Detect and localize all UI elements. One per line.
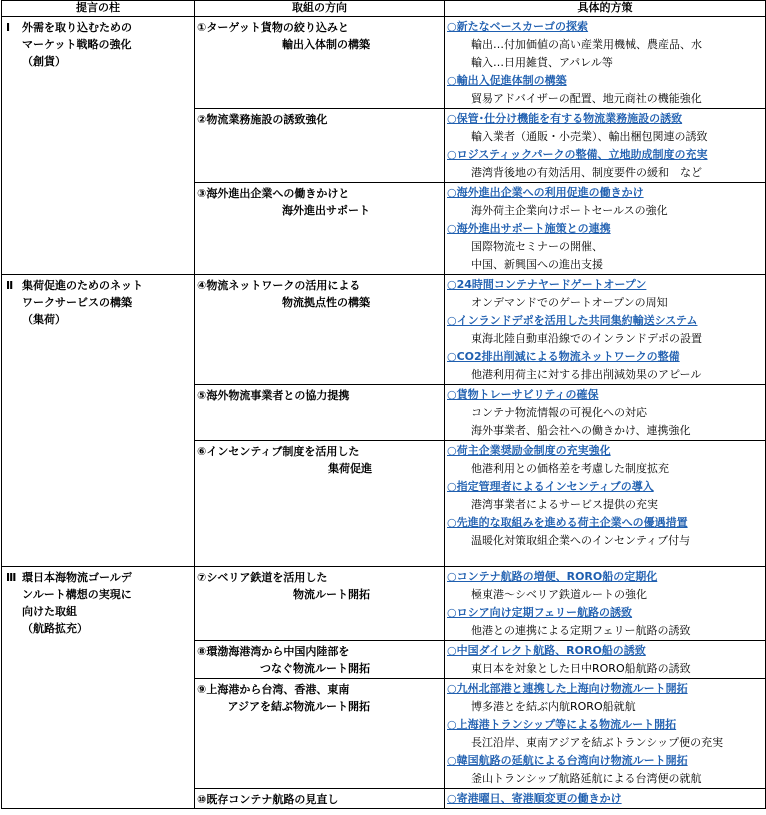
pillar-line: ンルート構想の実現に: [22, 588, 132, 601]
measure-cell: [445, 641, 766, 679]
measure-detail: 東日本を対象とした日中RORO船航路の誘致: [471, 662, 691, 675]
pillar-line: （集荷）: [22, 313, 66, 326]
pillar-line: （創貨）: [22, 55, 66, 68]
pillar-line: ワークサービスの構築: [22, 296, 132, 309]
direction-line: ⑩既存コンテナ航路の見直し: [197, 793, 339, 806]
direction-line: ⑦シベリア鉄道を活用した: [197, 571, 328, 584]
pillar-cell: [2, 567, 195, 809]
pillar-number: Ⅰ: [6, 21, 11, 34]
measure-title-link[interactable]: ○新たなベースカーゴの探索: [447, 20, 589, 33]
table-row: [2, 567, 766, 641]
header-measure: 具体的方策: [445, 1, 766, 17]
measure-title-link[interactable]: ○保管･仕分け機能を有する物流業務施設の誘致: [447, 112, 683, 125]
header-row: [2, 1, 766, 17]
measure-detail: オンデマンドでのゲートオープンの周知: [471, 296, 668, 309]
direction-line: ①ターゲット貨物の絞り込みと: [197, 21, 349, 34]
direction-line: ⑤海外物流事業者との協力提携: [197, 389, 350, 402]
direction-line: ⑥インセンティブ制度を活用した: [197, 445, 360, 458]
header-pillar: 提言の柱: [2, 1, 195, 17]
direction-cell: [195, 385, 445, 441]
measure-detail: 他港利用との価格差を考慮した制度拡充: [471, 462, 669, 475]
measure-cell: [445, 385, 766, 441]
direction-cell: [195, 275, 445, 385]
pillar-line: マーケット戦略の強化: [22, 38, 132, 51]
direction-cell: [195, 17, 445, 109]
direction-cell: [195, 183, 445, 275]
measure-title-link[interactable]: ○海外進出サポート施策との連携: [447, 222, 611, 235]
measure-title-link[interactable]: ○上海港トランシップ等による物流ルート開拓: [447, 718, 677, 731]
pillar-line: 環日本海物流ゴールデ: [22, 571, 132, 584]
measure-detail: 港湾背後地の有効活用、制度要件の緩和 など: [471, 166, 702, 179]
measure-detail: 博多港とを結ぶ内航RORO船就航: [471, 700, 636, 713]
measure-cell: [445, 679, 766, 789]
measure-title-link[interactable]: ○韓国航路の延航による台湾向け物流ルート開拓: [447, 754, 688, 767]
measure-title-link[interactable]: ○ロシア向け定期フェリー航路の誘致: [447, 606, 633, 619]
measure-title-link[interactable]: ○インランドデポを活用した共同集約輸送システム: [447, 314, 698, 327]
measure-detail: 他港との連携による定期フェリー航路の誘致: [471, 624, 691, 637]
direction-line: 物流拠点性の構築: [282, 296, 370, 309]
measure-detail: 海外荷主企業向けポートセールスの強化: [471, 204, 668, 217]
direction-cell: [195, 641, 445, 679]
measure-detail: 輸入…日用雑貨、アパレル等: [471, 56, 613, 69]
measure-title-link[interactable]: ○指定管理者によるインセンティブの導入: [447, 480, 654, 493]
direction-line: 集荷促進: [328, 462, 372, 475]
direction-line: 海外進出サポート: [282, 204, 370, 217]
measure-title-link[interactable]: ○CO2排出削減による物流ネットワークの整備: [447, 350, 680, 363]
direction-line: つなぐ物流ルート開拓: [260, 662, 370, 675]
pillar-cell: [2, 275, 195, 567]
measure-cell: [445, 183, 766, 275]
measure-detail: 温暖化対策取組企業へのインセンティブ付与: [471, 534, 691, 547]
table-row: [2, 17, 766, 109]
pillar-cell: [2, 17, 195, 275]
table-body: [2, 17, 766, 809]
direction-line: アジアを結ぶ物流ルート開拓: [227, 700, 370, 713]
policy-table: [1, 0, 766, 809]
measure-detail: 他港利用荷主に対する排出削減効果のアピール: [471, 368, 702, 381]
direction-line: 物流ルート開拓: [293, 588, 370, 601]
pillar-line: 外需を取り込むための: [22, 21, 132, 34]
measure-detail: 輸入業者（通販・小売業）、輸出梱包関連の誘致: [471, 130, 708, 143]
measure-detail: 輸出…付加価値の高い産業用機械、農産品、水: [471, 38, 702, 51]
measure-cell: [445, 275, 766, 385]
direction-cell: [195, 567, 445, 641]
measure-title-link[interactable]: ○先進的な取組みを進める荷主企業への優遇措置: [447, 516, 688, 529]
measure-title-link[interactable]: ○中国ダイレクト航路、RORO船の誘致: [447, 644, 646, 657]
pillar-number: Ⅱ: [6, 279, 14, 292]
measure-title-link[interactable]: ○輸出入促進体制の構築: [447, 74, 567, 87]
pillar-line: 集荷促進のためのネット: [22, 279, 143, 292]
direction-line: 輸出入体制の構築: [282, 38, 370, 51]
measure-title-link[interactable]: ○荷主企業奨励金制度の充実強化: [447, 444, 611, 457]
direction-cell: [195, 441, 445, 567]
measure-title-link[interactable]: ○寄港曜日、寄港順変更の働きかけ: [447, 792, 622, 805]
direction-cell: [195, 109, 445, 183]
measure-cell: [445, 789, 766, 809]
header-direction: 取組の方向: [195, 1, 445, 17]
measure-detail: 長江沿岸、東南アジアを結ぶトランシップ便の充実: [471, 736, 724, 749]
measure-cell: [445, 441, 766, 567]
direction-cell: [195, 679, 445, 789]
measure-detail: 国際物流セミナーの開催、: [471, 240, 603, 253]
measure-title-link[interactable]: ○海外進出企業への利用促進の働きかけ: [447, 186, 644, 199]
direction-line: ③海外進出企業への働きかけと: [197, 187, 350, 200]
measure-detail: 釜山トランシップ航路延航による台湾便の就航: [471, 772, 702, 785]
measure-cell: [445, 109, 766, 183]
pillar-line: （航路拡充）: [22, 622, 88, 635]
measure-detail: 港湾事業者によるサービス提供の充実: [471, 498, 658, 511]
pillar-number: Ⅲ: [6, 571, 17, 584]
direction-line: ④物流ネットワークの活用による: [197, 279, 361, 292]
table-row: [2, 275, 766, 385]
measure-detail: 東海北陸自動車沿線でのインランドデポの設置: [471, 332, 702, 345]
direction-line: ②物流業務施設の誘致強化: [197, 113, 328, 126]
measure-cell: [445, 567, 766, 641]
measure-title-link[interactable]: ○貨物トレーサビリティの確保: [447, 388, 599, 401]
direction-line: ⑨上海港から台湾、香港、東南: [197, 683, 350, 696]
measure-detail: 貿易アドバイザーの配置、地元商社の機能強化: [471, 92, 702, 105]
measure-detail: 中国、新興国への進出支援: [471, 258, 603, 271]
measure-detail: 海外事業者、船会社への働きかけ、連携強化: [471, 424, 691, 437]
measure-title-link[interactable]: ○コンテナ航路の増便、RORO船の定期化: [447, 570, 658, 583]
measure-title-link[interactable]: ○ロジスティックパークの整備、立地助成制度の充実: [447, 148, 708, 161]
measure-cell: [445, 17, 766, 109]
direction-cell: [195, 789, 445, 809]
measure-detail: コンテナ物流情報の可視化への対応: [471, 406, 647, 419]
measure-title-link[interactable]: ○九州北部港と連携した上海向け物流ルート開拓: [447, 682, 688, 695]
pillar-line: 向けた取組: [22, 605, 77, 618]
measure-title-link[interactable]: ○24時間コンテナヤードゲートオープン: [447, 278, 647, 291]
direction-line: ⑧環渤海港湾から中国内陸部を: [197, 645, 350, 658]
measure-detail: 極東港～シベリア鉄道ルートの強化: [471, 588, 647, 601]
